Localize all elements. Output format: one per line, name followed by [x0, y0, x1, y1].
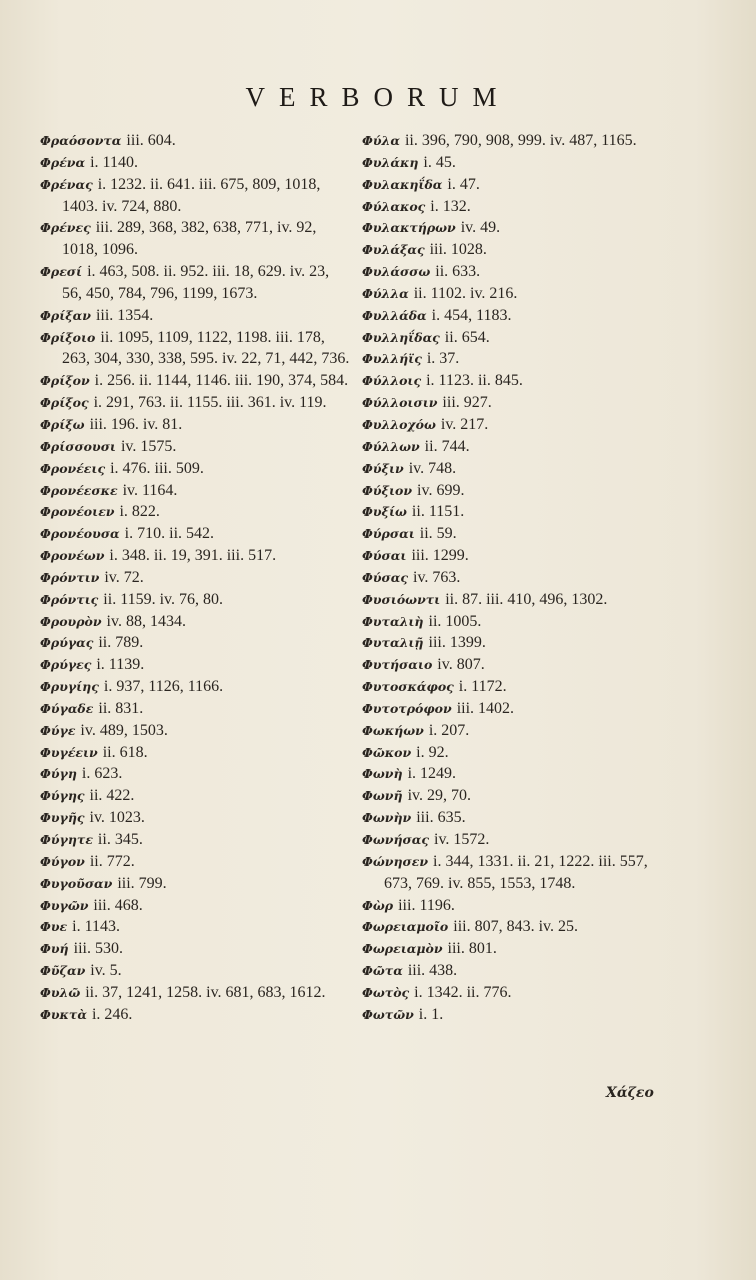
index-entry — [40, 676, 350, 698]
line-references: iii. 1196. — [398, 896, 455, 914]
line-references: iii. 1354. — [95, 306, 154, 324]
index-entry — [362, 348, 662, 370]
index-entry — [362, 523, 662, 545]
index-entry — [362, 960, 662, 982]
headword: Φύλλοις — [362, 373, 422, 389]
line-references: iv. 1572. — [434, 831, 490, 848]
line-references: i. 822. — [119, 503, 160, 521]
index-entry — [362, 217, 662, 239]
line-references: ii. 345. — [97, 831, 143, 848]
headword: Φύγον — [40, 853, 85, 869]
index-entry — [362, 239, 662, 261]
line-references: iii. 927. — [442, 394, 492, 412]
headword: Φωρειαμοῖο — [362, 919, 449, 935]
line-references: ii. 744. — [424, 437, 470, 455]
line-references: iv. 49. — [460, 219, 501, 237]
index-entry — [40, 152, 350, 174]
line-references: i. 246. — [91, 1005, 133, 1023]
index-entry — [362, 567, 662, 589]
line-references: iv. 1164. — [122, 481, 178, 499]
line-references: iii. 530. — [73, 940, 123, 958]
headword: Φυλάξας — [362, 242, 425, 258]
index-column-right — [362, 130, 662, 1026]
line-references: i. 132. — [430, 197, 471, 215]
index-entry — [362, 916, 662, 938]
headword: Φύλακος — [362, 198, 426, 214]
headword: Φύρσαι — [362, 526, 415, 542]
headword: Φυλλάδα — [362, 307, 427, 323]
index-entry — [40, 327, 350, 371]
headword: Φρόντις — [40, 591, 99, 607]
headword: Φύσας — [362, 569, 409, 585]
index-entry — [362, 895, 662, 917]
index-entry — [362, 545, 662, 567]
index-entry — [362, 938, 662, 960]
headword: Φρίξοιο — [40, 329, 96, 345]
headword: Φυγῶν — [40, 897, 89, 913]
line-references: iii. 1028. — [429, 241, 487, 259]
index-entry — [40, 698, 350, 720]
headword: Φρίσσουσι — [40, 438, 116, 454]
line-references: i. 454, 1183. — [431, 306, 512, 324]
index-entry — [362, 698, 662, 720]
index-entry — [40, 785, 350, 807]
page-title: VERBORUM — [245, 82, 511, 112]
headword: Φρίξαν — [40, 307, 91, 323]
headword: Φὼρ — [362, 897, 394, 913]
index-entry — [40, 916, 350, 938]
headword: Φυλακηΐδα — [362, 176, 443, 192]
index-entry — [40, 960, 350, 982]
index-entry — [362, 174, 662, 196]
line-references: i. 623. — [81, 765, 123, 783]
index-entry — [362, 327, 662, 349]
line-references: i. 463, 508. ii. 952. iii. 18, 629. iv. 23, 56, 450, 784, 796, 1199, 1673. — [62, 263, 330, 302]
headword: Φρύγες — [40, 657, 92, 673]
line-references: ii. 772. — [89, 852, 135, 870]
headword: Φρόντιν — [40, 569, 100, 585]
headword: Φρυγίης — [40, 679, 99, 695]
index-entry — [362, 261, 662, 283]
headword: Φύγε — [40, 722, 76, 738]
line-references: iv. 5. — [90, 962, 122, 980]
index-entry — [40, 414, 350, 436]
catchword: Χάζεο — [606, 1085, 654, 1101]
index-entry — [40, 217, 350, 261]
line-references: iii. 438. — [407, 962, 458, 980]
line-references: iv. 699. — [417, 481, 465, 499]
line-references: iii. 635. — [416, 809, 466, 827]
index-entry — [40, 501, 350, 523]
headword: Φύλλων — [362, 438, 420, 454]
headword: Φυλλοχόω — [362, 416, 436, 432]
line-references: ii. 831. — [98, 699, 144, 717]
line-references: iv. 1575. — [120, 437, 177, 455]
index-entry — [40, 654, 350, 676]
headword: Φυτοτρόφον — [362, 700, 452, 716]
index-entry — [362, 370, 662, 392]
index-entry — [362, 720, 662, 742]
line-references: iii. 1402. — [456, 699, 515, 717]
index-entry — [40, 938, 350, 960]
line-references: iii. 196. iv. 81. — [89, 415, 183, 433]
headword: Φρένες — [40, 220, 91, 236]
index-entry — [362, 196, 662, 218]
line-references: i. 710. ii. 542. — [124, 525, 215, 543]
line-references: i. 291, 763. ii. 1155. iii. 361. iv. 119. — [93, 394, 327, 412]
line-references: i. 1232. ii. 641. iii. 675, 809, 1018, 1403. iv. 724, 880. — [62, 175, 321, 215]
line-references: iv. 763. — [413, 568, 461, 586]
index-entry — [40, 130, 350, 152]
index-entry — [40, 873, 350, 895]
line-references: ii. 789. — [98, 634, 144, 652]
headword: Φυγοῦσαν — [40, 875, 113, 891]
headword: Φρονέουσα — [40, 526, 120, 542]
headword: Φύλα — [362, 133, 400, 148]
line-references: ii. 633. — [435, 263, 481, 281]
index-entry — [362, 632, 662, 654]
headword: Φρονέοιεν — [40, 504, 115, 520]
headword: Φωτῶν — [362, 1006, 414, 1022]
index-entry — [362, 829, 662, 851]
headword: Φυγέειν — [40, 744, 98, 760]
headword: Φρίξος — [40, 395, 89, 411]
index-entry — [362, 785, 662, 807]
line-references: i. 1123. ii. 845. — [426, 372, 523, 390]
index-entry — [362, 130, 662, 152]
index-entry — [40, 436, 350, 458]
headword: Φρίξω — [40, 416, 85, 432]
line-references: ii. 1005. — [428, 612, 482, 630]
line-references: ii. 1102. iv. 216. — [413, 284, 518, 302]
index-entry — [40, 545, 350, 567]
headword: Φωρειαμὸν — [362, 941, 443, 957]
headword: Φυτοσκάφος — [362, 679, 454, 695]
line-references: i. 47. — [447, 175, 480, 193]
line-references: iii. 801. — [447, 940, 497, 958]
line-references: i. 207. — [428, 721, 470, 739]
index-entry — [362, 676, 662, 698]
headword: Φυξίω — [362, 504, 407, 520]
index-entry — [362, 763, 662, 785]
index-entry — [362, 283, 662, 305]
index-entry — [40, 392, 350, 414]
headword: Φυταλιὴ — [362, 613, 424, 629]
headword: Φωνὴ — [362, 766, 403, 782]
index-entry — [40, 720, 350, 742]
line-references: i. 1139. — [96, 656, 145, 674]
headword: Φυλακτήρων — [362, 220, 456, 236]
line-references: i. 476. iii. 509. — [110, 459, 204, 477]
headword: Φῦζαν — [40, 963, 86, 979]
headword: Φύλλα — [362, 285, 409, 301]
headword: Φώνησεν — [362, 853, 429, 869]
line-references: ii. 1095, 1109, 1122, 1198. iii. 178, 263, 304, 330, 338, 595. iv. 22, 71, 442, 736. — [62, 328, 350, 368]
line-references: iv. 748. — [408, 459, 457, 477]
headword: Φυταλιῇ — [362, 635, 424, 651]
headword: Φωκήων — [362, 722, 424, 738]
index-entry — [40, 807, 350, 829]
headword: Φῶτα — [362, 963, 403, 979]
headword: Φραόσοντα — [40, 133, 122, 148]
line-references: ii. 1159. iv. 76, 80. — [103, 590, 223, 608]
index-entry — [362, 392, 662, 414]
line-references: iv. 1023. — [89, 809, 145, 827]
headword: Φυσιόωντι — [362, 591, 441, 607]
index-entry — [362, 305, 662, 327]
index-entry — [362, 654, 662, 676]
line-references: i. 1140. — [90, 153, 138, 171]
index-entry — [40, 305, 350, 327]
headword: Φρένας — [40, 176, 93, 192]
headword: Φυλάσσω — [362, 264, 431, 280]
headword: Φύγαδε — [40, 700, 94, 716]
line-references: iv. 489, 1503. — [80, 721, 168, 739]
index-column-left — [40, 130, 350, 1026]
index-entry — [40, 851, 350, 873]
line-references: i. 92. — [416, 743, 449, 761]
index-entry — [40, 632, 350, 654]
line-references: ii. 1151. — [411, 503, 465, 521]
index-entry — [40, 611, 350, 633]
headword: Φυτήσαιο — [362, 657, 433, 673]
index-entry — [362, 851, 662, 895]
line-references: iii. 807, 843. iv. 25. — [453, 918, 578, 936]
index-entry — [40, 829, 350, 851]
line-references: iv. 29, 70. — [407, 787, 471, 805]
index-entry — [362, 1004, 662, 1026]
headword: Φρονέων — [40, 548, 105, 564]
headword: Φωτὸς — [362, 984, 410, 1000]
headword: Φυε — [40, 919, 68, 935]
index-entry — [362, 589, 662, 611]
headword: Φύγης — [40, 788, 85, 804]
headword: Φυκτὰ — [40, 1006, 87, 1022]
index-entry — [40, 480, 350, 502]
headword: Φῶκον — [362, 744, 412, 760]
line-references: ii. 654. — [444, 328, 490, 346]
index-entry — [362, 501, 662, 523]
headword: Φωνῆ — [362, 788, 403, 804]
index-entry — [40, 982, 350, 1004]
headword: Φρύγας — [40, 635, 94, 651]
index-entry — [362, 807, 662, 829]
headword: Φύλλοισιν — [362, 395, 438, 411]
index-entry — [40, 370, 350, 392]
headword: Φύγη — [40, 766, 77, 782]
line-references: i. 937, 1126, 1166. — [103, 678, 224, 696]
headword: Φυλάκη — [362, 154, 419, 170]
headword: Φύγητε — [40, 832, 93, 847]
line-references: iii. 289, 368, 382, 638, 771, iv. 92, 1018, 1096. — [62, 219, 317, 259]
line-references: i. 348. ii. 19, 391. iii. 517. — [109, 547, 277, 565]
index-entry — [40, 763, 350, 785]
line-references: ii. 37, 1241, 1258. iv. 681, 683, 1612. — [85, 983, 326, 1001]
index-entry — [362, 982, 662, 1004]
line-references: i. 1. — [418, 1005, 444, 1023]
line-references: ii. 396, 790, 908, 999. iv. 487, 1165. — [404, 132, 637, 149]
line-references: i. 256. ii. 1144, 1146. iii. 190, 374, 584. — [94, 372, 349, 390]
headword: Φυλληΐδας — [362, 329, 440, 345]
index-entry — [362, 458, 662, 480]
index-entry — [40, 458, 350, 480]
line-references: ii. 422. — [89, 787, 135, 805]
headword: Φρεσί — [40, 264, 83, 280]
line-references: i. 344, 1331. ii. 21, 1222. iii. 557, 673, 769. iv. 855, 1553, 1748. — [384, 852, 648, 892]
line-references: iv. 217. — [440, 415, 489, 433]
index-entry — [40, 589, 350, 611]
headword: Φρονέεις — [40, 460, 106, 476]
line-references: iv. 88, 1434. — [106, 612, 186, 630]
index-entry — [362, 414, 662, 436]
headword: Φρονέεσκε — [40, 482, 118, 498]
headword: Φυλλήϊς — [362, 351, 422, 367]
headword: Φύξιον — [362, 482, 413, 498]
index-entry — [362, 742, 662, 764]
headword: Φυή — [40, 941, 69, 957]
index-entry — [40, 174, 350, 218]
headword: Φρουρὸν — [40, 613, 102, 629]
index-entry — [40, 742, 350, 764]
headword: Φωνὴν — [362, 810, 412, 826]
line-references: ii. 87. iii. 410, 496, 1302. — [445, 590, 608, 608]
headword: Φρένα — [40, 154, 86, 170]
index-entry — [40, 567, 350, 589]
line-references: iii. 1399. — [428, 634, 486, 652]
index-entry — [362, 611, 662, 633]
headword: Φρίξον — [40, 373, 90, 389]
line-references: ii. 618. — [102, 743, 148, 761]
line-references: iv. 72. — [104, 568, 144, 586]
index-entry — [362, 480, 662, 502]
line-references: i. 45. — [423, 153, 456, 171]
line-references: iv. 807. — [437, 656, 485, 674]
line-references: iii. 799. — [117, 874, 167, 892]
line-references: i. 37. — [426, 350, 460, 368]
index-entry — [40, 261, 350, 305]
index-entry — [40, 523, 350, 545]
index-entry — [362, 152, 662, 174]
index-entry — [40, 1004, 350, 1026]
headword: Φύσαι — [362, 548, 407, 564]
headword: Φύξιν — [362, 460, 404, 476]
line-references: i. 1249. — [407, 765, 457, 783]
line-references: i. 1172. — [458, 678, 507, 696]
headword: Φυλῶ — [40, 984, 81, 1000]
index-entry — [40, 895, 350, 917]
line-references: iii. 1299. — [411, 547, 469, 565]
line-references: iii. 604. — [126, 132, 176, 149]
line-references: iii. 468. — [93, 896, 143, 914]
line-references: ii. 59. — [419, 525, 457, 543]
index-entry — [362, 436, 662, 458]
line-references: i. 1143. — [72, 918, 121, 936]
line-references: i. 1342. ii. 776. — [414, 983, 512, 1001]
headword: Φωνήσας — [362, 832, 429, 847]
headword: Φυγῆς — [40, 810, 85, 826]
